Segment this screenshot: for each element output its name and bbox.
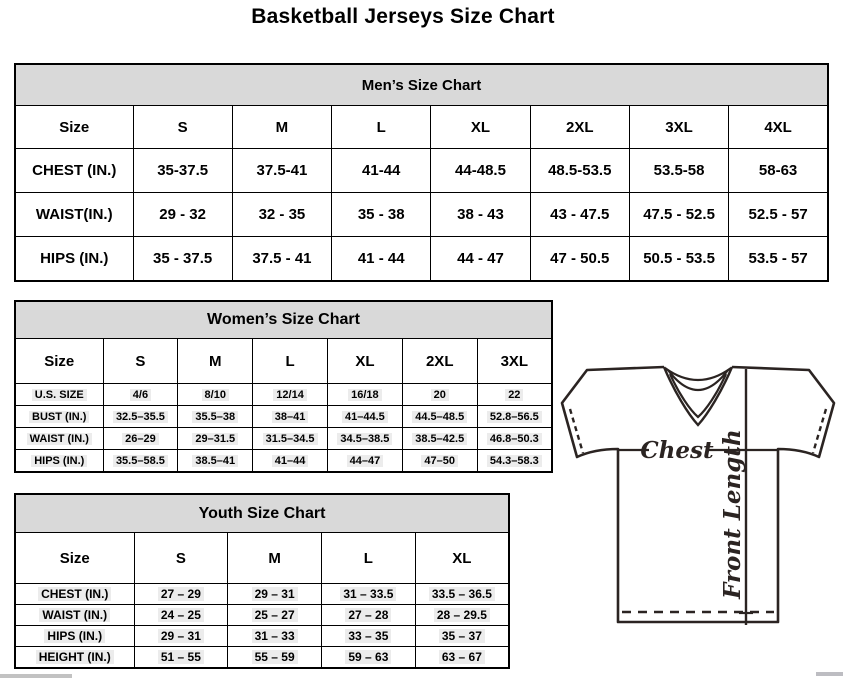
cell: 47 - 50.5	[530, 237, 629, 282]
table-row	[15, 626, 509, 647]
cell	[134, 605, 228, 626]
row-label	[15, 605, 134, 626]
table-row	[15, 149, 828, 193]
table-row	[15, 605, 509, 626]
cell	[253, 384, 328, 406]
column-header: L	[322, 533, 416, 584]
cell	[228, 605, 322, 626]
table-title: Women’s Size Chart	[15, 301, 552, 339]
table-row	[15, 647, 509, 669]
cell: 53.5-58	[629, 149, 728, 193]
cell	[322, 584, 416, 605]
cell	[103, 384, 178, 406]
column-header: 4XL	[729, 106, 828, 149]
cell	[134, 584, 228, 605]
cell-value: 34.5–38.5	[337, 433, 392, 445]
cell	[327, 428, 402, 450]
cell-value: 33.5 – 36.5	[429, 587, 495, 601]
cell-value: 29 – 31	[252, 587, 298, 601]
cell-value: 38–41	[272, 411, 309, 423]
column-header: Size	[15, 339, 103, 384]
table-row	[15, 584, 509, 605]
cell-value: 38.5–41	[192, 455, 238, 467]
left-sleeve-dash	[570, 409, 583, 453]
row-label	[15, 626, 134, 647]
cell	[178, 428, 253, 450]
row-label: HIPS (IN.)	[15, 237, 133, 282]
cell	[228, 626, 322, 647]
mens-size-chart-table	[14, 63, 829, 282]
cell-value: 12/14	[273, 389, 307, 401]
cell-value: 35.5–58.5	[113, 455, 168, 467]
cell-value: 20	[431, 389, 449, 401]
cell-value: 29–31.5	[192, 433, 238, 445]
row-label	[15, 384, 103, 406]
right-sleeve-dash	[813, 409, 826, 453]
cell	[178, 450, 253, 473]
cell: 43 - 47.5	[530, 193, 629, 237]
column-header: 3XL	[477, 339, 552, 384]
cell	[322, 605, 416, 626]
row-label-text: WAIST (IN.)	[27, 433, 92, 445]
column-header: XL	[431, 106, 530, 149]
cell-value: 28 – 29.5	[434, 608, 490, 622]
table-header-row	[15, 64, 828, 106]
row-label	[15, 428, 103, 450]
front-length-label: Front Length	[719, 429, 746, 599]
cell: 53.5 - 57	[729, 237, 828, 282]
column-header: 2XL	[402, 339, 477, 384]
cell: 35 - 38	[332, 193, 431, 237]
row-label-text: HIPS (IN.)	[44, 629, 105, 643]
cell	[402, 406, 477, 428]
cell	[327, 406, 402, 428]
table-header-row	[15, 301, 552, 339]
cell	[402, 428, 477, 450]
cell-value: 47–50	[421, 455, 458, 467]
size-header-row	[15, 533, 509, 584]
row-label: CHEST (IN.)	[15, 149, 133, 193]
cell	[103, 406, 178, 428]
column-header: Size	[15, 533, 134, 584]
cell	[415, 626, 509, 647]
page-title: Basketball Jerseys Size Chart	[251, 5, 555, 28]
row-label	[15, 647, 134, 669]
cell-value: 33 – 35	[345, 629, 391, 643]
cell-value: 44–47	[347, 455, 384, 467]
cell-value: 26–29	[122, 433, 159, 445]
cell	[228, 647, 322, 669]
cell-value: 16/18	[348, 389, 382, 401]
column-header: S	[133, 106, 232, 149]
cell: 35 - 37.5	[133, 237, 232, 282]
cell-value: 41–44	[272, 455, 309, 467]
column-header: M	[228, 533, 322, 584]
cell	[327, 384, 402, 406]
cell-value: 27 – 28	[345, 608, 391, 622]
horizontal-scrollbar-thumb-left[interactable]	[0, 674, 72, 678]
cell: 41-44	[332, 149, 431, 193]
cell-value: 8/10	[202, 389, 229, 401]
cell-value: 41–44.5	[342, 411, 388, 423]
cell	[134, 647, 228, 669]
table-title: Youth Size Chart	[15, 494, 509, 533]
cell	[103, 450, 178, 473]
cell	[415, 605, 509, 626]
table-row	[15, 193, 828, 237]
womens-size-chart-table	[14, 300, 553, 473]
row-label-text: WAIST (IN.)	[39, 608, 110, 622]
cell	[477, 428, 552, 450]
cell-value: 44.5–48.5	[412, 411, 467, 423]
jersey-outline	[562, 367, 834, 622]
column-header: S	[103, 339, 178, 384]
cell: 50.5 - 53.5	[629, 237, 728, 282]
cell-value: 24 – 25	[158, 608, 204, 622]
cell-value: 31 – 33.5	[340, 587, 396, 601]
cell: 48.5-53.5	[530, 149, 629, 193]
cell	[253, 406, 328, 428]
table-title: Men’s Size Chart	[15, 64, 828, 106]
cell-value: 38.5–42.5	[412, 433, 467, 445]
column-header: S	[134, 533, 228, 584]
cell	[415, 584, 509, 605]
cell-value: 27 – 29	[158, 587, 204, 601]
column-header: L	[253, 339, 328, 384]
column-header: M	[178, 339, 253, 384]
row-label-text: HIPS (IN.)	[31, 455, 87, 467]
row-label	[15, 450, 103, 473]
cell: 58-63	[729, 149, 828, 193]
cell	[327, 450, 402, 473]
cell-value: 55 – 59	[252, 650, 298, 664]
cell: 44 - 47	[431, 237, 530, 282]
column-header: 2XL	[530, 106, 629, 149]
table-row	[15, 406, 552, 428]
cell	[134, 626, 228, 647]
cell-value: 52.8–56.5	[487, 411, 542, 423]
row-label-text: U.S. SIZE	[32, 389, 87, 401]
cell: 37.5-41	[232, 149, 331, 193]
cell	[228, 584, 322, 605]
cell-value: 31 – 33	[252, 629, 298, 643]
cell	[415, 647, 509, 669]
cell	[253, 450, 328, 473]
chest-label: Chest	[640, 437, 714, 464]
row-label-text: HEIGHT (IN.)	[36, 650, 114, 664]
cell-value: 35 – 37	[439, 629, 485, 643]
cell-value: 63 – 67	[439, 650, 485, 664]
cell-value: 4/6	[130, 389, 151, 401]
cell: 29 - 32	[133, 193, 232, 237]
cell: 37.5 - 41	[232, 237, 331, 282]
row-label	[15, 584, 134, 605]
cell	[178, 384, 253, 406]
cell	[402, 384, 477, 406]
table-row	[15, 428, 552, 450]
jersey-diagram	[556, 361, 840, 629]
cell-value: 35.5–38	[192, 411, 238, 423]
row-label	[15, 406, 103, 428]
cell	[178, 406, 253, 428]
cell: 32 - 35	[232, 193, 331, 237]
cell-value: 54.3–58.3	[487, 455, 542, 467]
cell	[477, 384, 552, 406]
cell	[402, 450, 477, 473]
table-row	[15, 384, 552, 406]
cell-value: 51 – 55	[158, 650, 204, 664]
row-label: WAIST(IN.)	[15, 193, 133, 237]
cell: 47.5 - 52.5	[629, 193, 728, 237]
cell	[253, 428, 328, 450]
cell	[477, 450, 552, 473]
cell: 41 - 44	[332, 237, 431, 282]
column-header: XL	[415, 533, 509, 584]
cell-value: 22	[505, 389, 523, 401]
table-row	[15, 237, 828, 282]
row-label-text: CHEST (IN.)	[38, 587, 111, 601]
horizontal-scrollbar-thumb-right[interactable]	[816, 672, 843, 676]
table-header-row	[15, 494, 509, 533]
table-row	[15, 450, 552, 473]
cell: 35-37.5	[133, 149, 232, 193]
column-header: Size	[15, 106, 133, 149]
column-header: XL	[327, 339, 402, 384]
cell-value: 29 – 31	[158, 629, 204, 643]
column-header: M	[232, 106, 331, 149]
size-header-row	[15, 339, 552, 384]
cell	[103, 428, 178, 450]
youth-size-chart-table	[14, 493, 510, 669]
cell: 38 - 43	[431, 193, 530, 237]
row-label-text: BUST (IN.)	[29, 411, 89, 423]
cell-value: 25 – 27	[252, 608, 298, 622]
size-header-row	[15, 106, 828, 149]
cell-value: 59 – 63	[345, 650, 391, 664]
cell: 52.5 - 57	[729, 193, 828, 237]
cell-value: 32.5–35.5	[113, 411, 168, 423]
cell	[322, 626, 416, 647]
cell	[322, 647, 416, 669]
cell-value: 46.8–50.3	[487, 433, 542, 445]
column-header: 3XL	[629, 106, 728, 149]
cell: 44-48.5	[431, 149, 530, 193]
cell	[477, 406, 552, 428]
cell-value: 31.5–34.5	[263, 433, 318, 445]
column-header: L	[332, 106, 431, 149]
